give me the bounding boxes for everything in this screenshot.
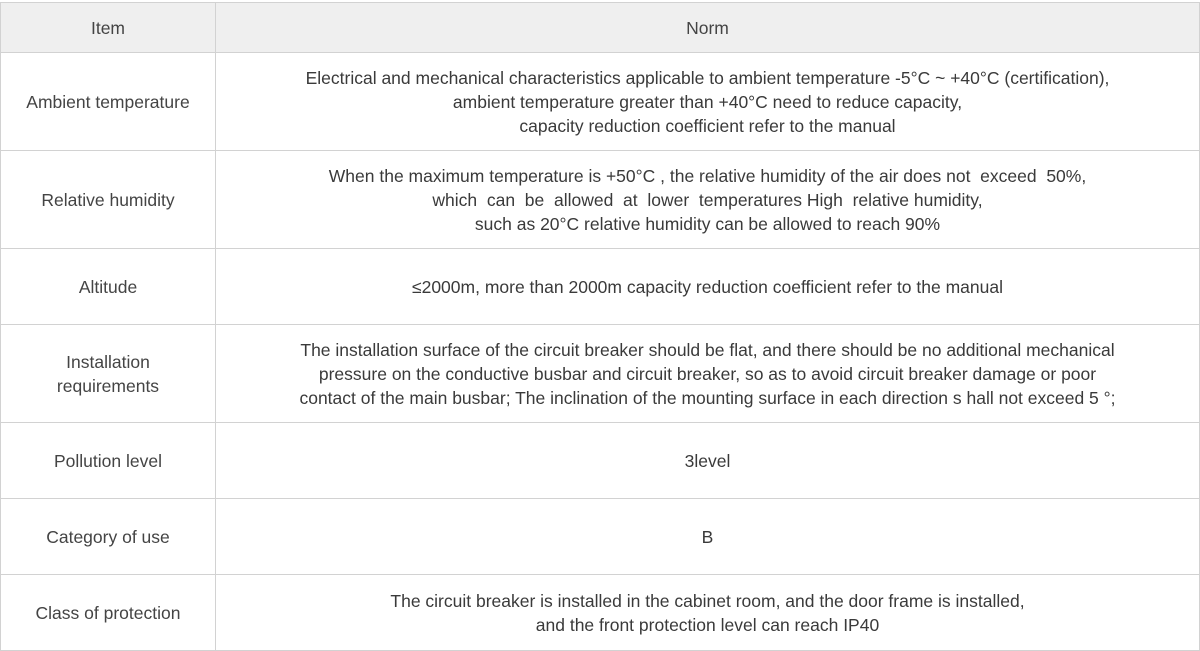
item-cell	[1, 249, 216, 325]
item-label: Relative humidity	[41, 189, 175, 210]
column-header-item: Item	[1, 3, 216, 53]
specification-table	[0, 2, 1200, 651]
item-cell	[1, 423, 216, 499]
norm-text-line: contact of the main busbar; The inclination of the mounting surface in each direction s hall not exceed 5 °;	[299, 387, 1116, 408]
item-label: requirements	[56, 375, 160, 396]
norm-text-line: ≤2000m, more than 2000m capacity reduction coefficient refer to the manual	[411, 276, 1003, 297]
item-label: Class of protection	[35, 602, 181, 623]
norm-cell	[216, 575, 1200, 651]
column-header-norm: Norm	[216, 3, 1200, 53]
item-label: Ambient temperature	[26, 91, 190, 112]
table-header-row	[1, 3, 1200, 53]
norm-text-line: pressure on the conductive busbar and circuit breaker, so as to avoid circuit breaker damage or poor	[318, 363, 1097, 384]
norm-text-line: The circuit breaker is installed in the cabinet room, and the door frame is installed,	[390, 590, 1025, 611]
item-cell	[1, 151, 216, 249]
norm-text-line: and the front protection level can reach IP40	[535, 614, 880, 635]
norm-cell	[216, 151, 1200, 249]
item-cell	[1, 53, 216, 151]
item-cell	[1, 575, 216, 651]
table-row-category-of-use	[1, 499, 1200, 575]
norm-cell	[216, 325, 1200, 423]
item-label: Category of use	[46, 526, 170, 547]
norm-text-line: When the maximum temperature is +50°C , the relative humidity of the air does not exceed 50%,	[328, 165, 1087, 186]
item-cell	[1, 499, 216, 575]
item-label: Altitude	[78, 276, 138, 297]
item-label: Installation	[66, 351, 150, 372]
table-row-pollution-level	[1, 423, 1200, 499]
norm-cell	[216, 423, 1200, 499]
norm-cell	[216, 53, 1200, 151]
norm-text-line: ambient temperature greater than +40°C need to reduce capacity,	[452, 91, 963, 112]
item-cell	[1, 325, 216, 423]
norm-text-line: 3level	[684, 450, 731, 471]
norm-text-line: which can be allowed at lower temperatures High relative humidity,	[432, 189, 983, 210]
norm-text-line: B	[701, 526, 714, 547]
norm-text-line: capacity reduction coefficient refer to the manual	[519, 115, 896, 136]
table-row-altitude	[1, 249, 1200, 325]
norm-cell	[216, 499, 1200, 575]
table-row-relative-humidity	[1, 151, 1200, 249]
norm-text-line: such as 20°C relative humidity can be allowed to reach 90%	[474, 213, 941, 234]
item-label: Pollution level	[54, 450, 162, 471]
norm-text-line: The installation surface of the circuit breaker should be flat, and there should be no additional mechanical	[300, 339, 1115, 360]
norm-cell	[216, 249, 1200, 325]
table-row-ambient-temperature	[1, 53, 1200, 151]
table-row-installation-requirements	[1, 325, 1200, 423]
table-row-class-of-protection	[1, 575, 1200, 651]
norm-text-line: Electrical and mechanical characteristics applicable to ambient temperature -5°C ~ +40°C (certification),	[305, 67, 1110, 88]
